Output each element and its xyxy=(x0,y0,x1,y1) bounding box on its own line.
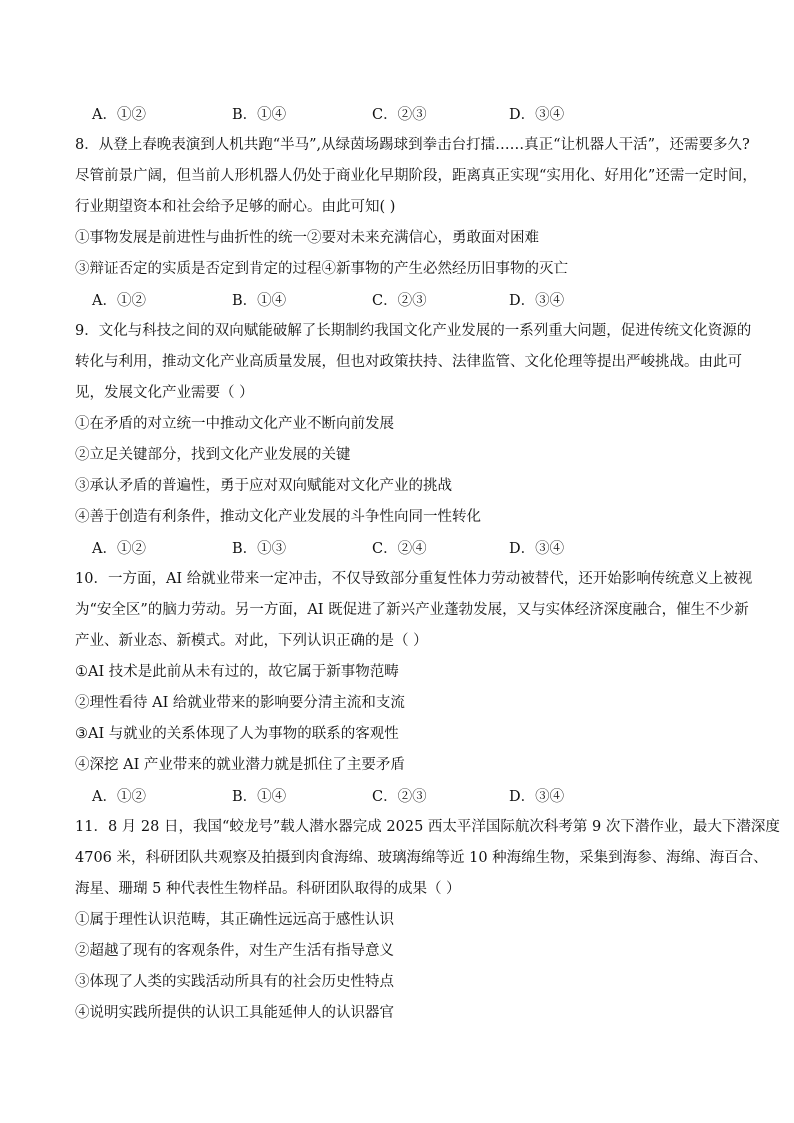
choice-d[interactable]: D．③④ xyxy=(509,789,565,805)
choice-c[interactable]: C．②③ xyxy=(372,107,427,123)
choice-row xyxy=(75,532,725,563)
choice-row-top xyxy=(75,98,725,129)
statement-line: ①AI 技术是此前从未有过的，故它属于新事物范畴 xyxy=(75,663,399,680)
choice-b[interactable]: B．①③ xyxy=(232,541,287,557)
choice-b[interactable]: B．①④ xyxy=(232,789,287,805)
statement-line: ②超越了现有的客观条件，对生产生活有指导意义 xyxy=(75,942,394,959)
choice-a[interactable]: A．①② xyxy=(92,107,146,123)
question-stem-line: 见，发展文化产业需要（ ） xyxy=(75,384,254,401)
choice-b[interactable]: B．①④ xyxy=(232,293,287,309)
question-8 xyxy=(75,129,757,315)
choice-a[interactable]: A．①② xyxy=(92,541,146,557)
statement-line: ③AI 与就业的关系体现了人为事物的联系的客观性 xyxy=(75,725,399,742)
question-stem-line: 尽管前景广阔，但当前人形机器人仍处于商业化早期阶段，距离真正实现“实用化、好用化”还需一定时间， xyxy=(75,167,757,184)
exam-page xyxy=(75,98,780,1028)
question-stem-line: 行业期望资本和社会给予足够的耐心。由此可知( ) xyxy=(75,198,396,215)
choice-a[interactable]: A．①② xyxy=(92,293,146,309)
statement-line: ②立足关键部分，找到文化产业发展的关键 xyxy=(75,446,351,463)
statement-line: ④深挖 AI 产业带来的就业潜力就是抓住了主要矛盾 xyxy=(75,756,405,773)
question-stem-line: 10．一方面，AI 给就业带来一定冲击，不仅导致部分重复性体力劳动被替代，还开始影响传统意义上被视 xyxy=(75,570,753,587)
question-stem-line: 转化与利用，推动文化产业高质量发展，但也对政策扶持、法律监管、文化伦理等提出严峻挑战。由此可 xyxy=(75,353,742,370)
question-stem-line: 为“安全区”的脑力劳动。另一方面，AI 既促进了新兴产业蓬勃发展，又与实体经济深度融合，催生不少新 xyxy=(75,601,749,618)
statement-line: ①事物发展是前进性与曲折性的统一②要对未来充满信心，勇敢面对困难 xyxy=(75,229,539,246)
statement-line: ③体现了人类的实践活动所具有的社会历史性特点 xyxy=(75,973,394,990)
choice-row xyxy=(75,780,725,811)
choice-row xyxy=(75,284,725,315)
question-10 xyxy=(75,563,753,811)
statement-line: ④说明实践所提供的认识工具能延伸人的认识器官 xyxy=(75,1004,394,1021)
question-11 xyxy=(75,811,780,1028)
question-9 xyxy=(75,315,752,563)
choice-c[interactable]: C．②③ xyxy=(372,293,427,309)
question-stem-line: 4706 米，科研团队共观察及拍摄到肉食海绵、玻璃海绵等近 10 种海绵生物，采集到海参、海绵、海百合、 xyxy=(75,849,768,866)
choice-c[interactable]: C．②④ xyxy=(372,541,427,557)
choice-a[interactable]: A．①② xyxy=(92,789,146,805)
choice-d[interactable]: D．③④ xyxy=(509,107,565,123)
choice-d[interactable]: D．③④ xyxy=(509,541,565,557)
statement-line: ①属于理性认识范畴，其正确性远远高于感性认识 xyxy=(75,911,394,928)
statement-line: ①在矛盾的对立统一中推动文化产业不断向前发展 xyxy=(75,415,394,432)
statement-line: ③承认矛盾的普遍性，勇于应对双向赋能对文化产业的挑战 xyxy=(75,477,452,494)
statement-line: ③辩证否定的实质是否定到肯定的过程④新事物的产生必然经历旧事物的灭亡 xyxy=(75,260,568,277)
question-stem-line: 9．文化与科技之间的双向赋能破解了长期制约我国文化产业发展的一系列重大问题，促进传统文化资源的 xyxy=(75,322,752,339)
question-stem-line: 8．从登上春晚表演到人机共跑“半马”,从绿茵场踢球到拳击台打擂……真正“让机器人干活”，还需要多久? xyxy=(75,136,750,153)
question-stem-line: 海星、珊瑚 5 种代表性生物样品。科研团队取得的成果（ ） xyxy=(75,880,461,897)
question-stem-line: 11．8 月 28 日，我国“蛟龙号”载人潜水器完成 2025 西太平洋国际航次科考第 9 次下潜作业，最大下潜深度 xyxy=(75,818,780,835)
question-stem-line: 产业、新业态、新模式。对此，下列认识正确的是（ ） xyxy=(75,632,428,649)
choice-b[interactable]: B．①④ xyxy=(232,107,287,123)
statement-line: ④善于创造有利条件，推动文化产业发展的斗争性向同一性转化 xyxy=(75,508,481,525)
choice-c[interactable]: C．②③ xyxy=(372,789,427,805)
choice-d[interactable]: D．③④ xyxy=(509,293,565,309)
statement-line: ②理性看待 AI 给就业带来的影响要分清主流和支流 xyxy=(75,694,405,711)
